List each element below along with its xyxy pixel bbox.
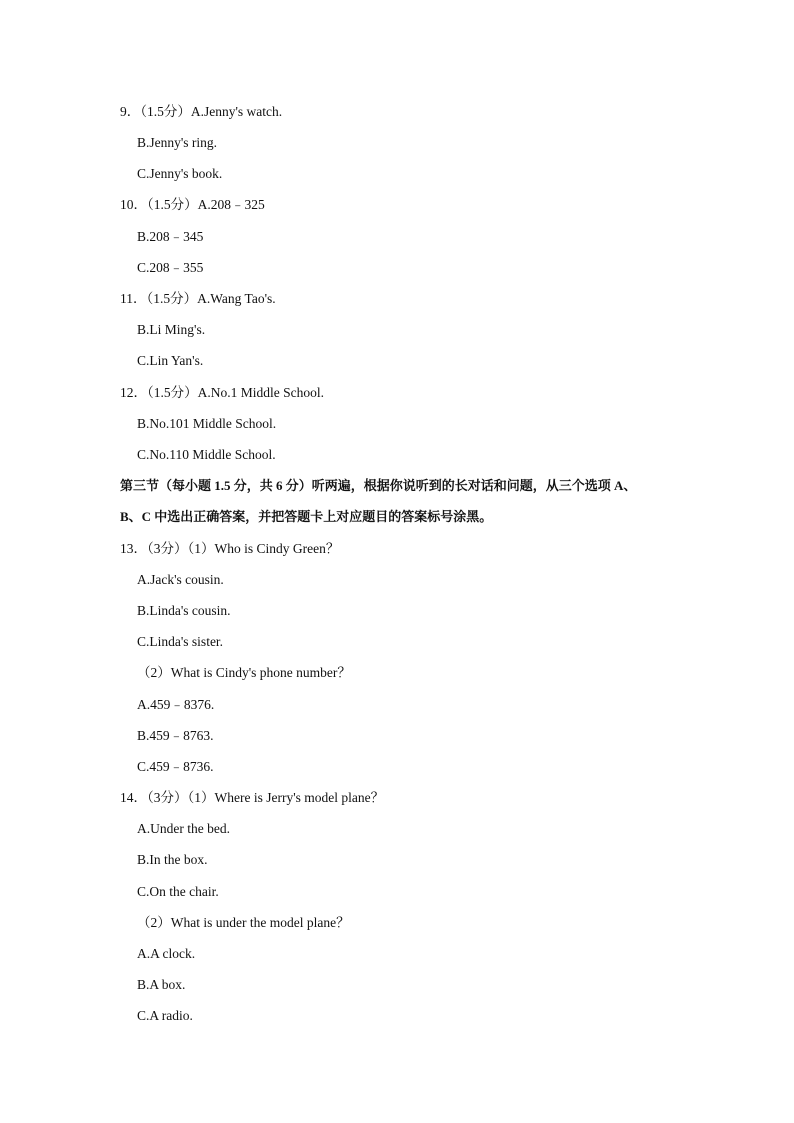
section-3-instruction-line-1: 第三节（每小题 1.5 分，共 6 分）听两遍，根据你说听到的长对话和问题，从三个选项 A、 (120, 478, 637, 493)
question-9-stem: 9．（1.5分）A.Jenny's watch. (120, 104, 283, 119)
question-14-2-option-b: B.A box. (137, 977, 186, 992)
question-12-option-b: B.No.101 Middle School. (137, 416, 277, 431)
question-12-stem: 12．（1.5分）A.No.1 Middle School. (120, 385, 324, 400)
question-10-option-b: B.208﹣345 (137, 229, 204, 244)
question-14-1-option-c: C.On the chair. (137, 884, 219, 899)
question-14-1-option-b: B.In the box. (137, 852, 208, 867)
question-11-stem: 11．（1.5分）A.Wang Tao's. (120, 291, 276, 306)
question-9-option-c: C.Jenny's book. (137, 166, 223, 181)
question-12-option-c: C.No.110 Middle School. (137, 447, 276, 462)
question-14-2-option-a: A.A clock. (137, 946, 196, 961)
question-13-2-option-a: A.459﹣8376. (137, 697, 215, 712)
question-14-1-option-a: A.Under the bed. (137, 821, 230, 836)
question-13-1-option-a: A.Jack's cousin. (137, 572, 224, 587)
question-13-stem: 13．（3分）（1）Who is Cindy Green？ (120, 541, 340, 556)
question-13-sub-2: （2）What is Cindy's phone number？ (137, 665, 351, 680)
question-13-2-option-b: B.459﹣8763. (137, 728, 214, 743)
question-14-stem: 14．（3分）（1）Where is Jerry's model plane？ (120, 790, 385, 805)
question-14-2-option-c: C.A radio. (137, 1008, 193, 1023)
section-3-instruction-line-2: B、C 中选出正确答案，并把答题卡上对应题目的答案标号涂黑。 (120, 509, 493, 524)
question-14-sub-2: （2）What is under the model plane？ (137, 915, 350, 930)
question-9-option-b: B.Jenny's ring. (137, 135, 218, 150)
question-11-option-c: C.Lin Yan's. (137, 353, 204, 368)
question-10-option-c: C.208﹣355 (137, 260, 204, 275)
question-11-option-b: B.Li Ming's. (137, 322, 206, 337)
question-10-stem: 10．（1.5分）A.208﹣325 (120, 197, 265, 212)
question-13-1-option-b: B.Linda's cousin. (137, 603, 231, 618)
question-13-2-option-c: C.459﹣8736. (137, 759, 214, 774)
question-13-1-option-c: C.Linda's sister. (137, 634, 224, 649)
